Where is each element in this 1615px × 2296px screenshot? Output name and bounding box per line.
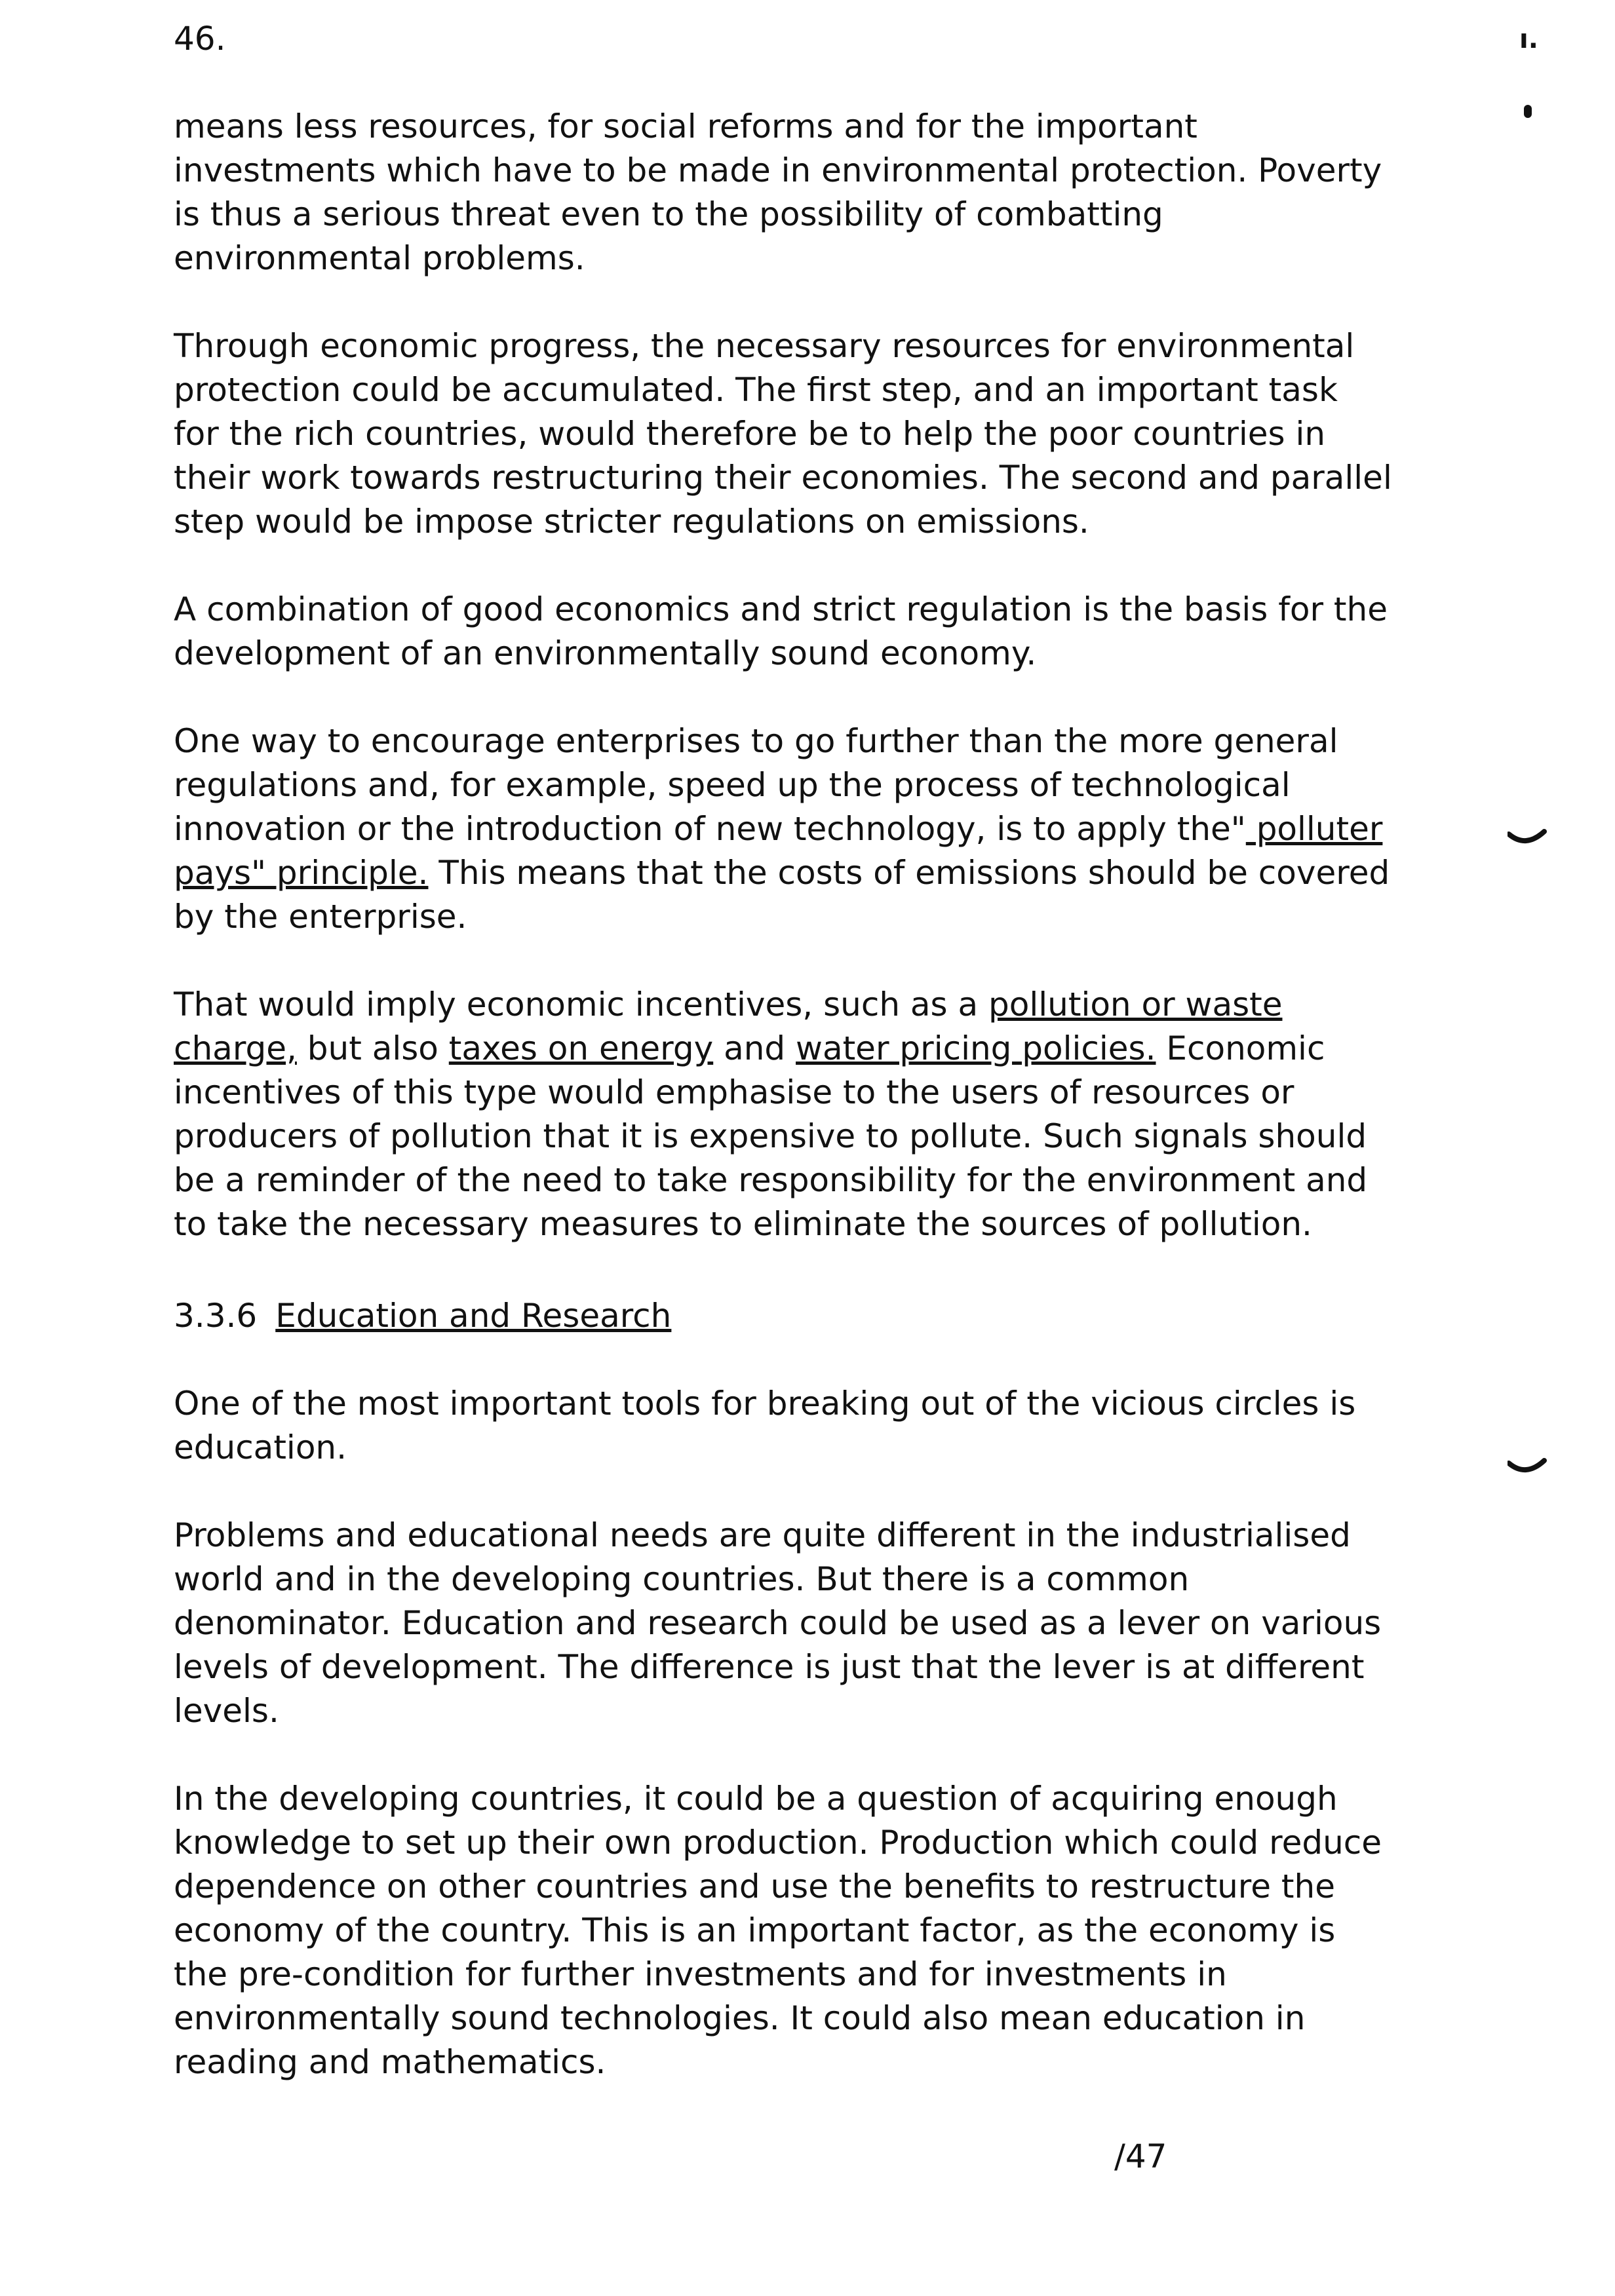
- section-title: Education and Research: [275, 1297, 672, 1335]
- section-heading: [174, 1294, 1393, 1338]
- paragraph: One of the most important tools for breaking out of the vicious circles is education.: [174, 1385, 1356, 1466]
- margin-mark: ı.: [1519, 24, 1538, 54]
- underlined-term: pollution or waste charge,: [174, 985, 1283, 1067]
- paragraph-text: This means that the costs of emissions should be covered by the enterprise.: [174, 854, 1390, 936]
- paragraph: means less resources, for social reforms and for the important investments which have to be made in environmental protection. Poverty is thus a serious threat even to the possibility of combatting environmental problems.: [174, 107, 1382, 277]
- section-number: 3.3.6: [174, 1297, 258, 1335]
- paragraph-text: but also: [296, 1029, 449, 1067]
- paragraph-text: One way to encourage enterprises to go further than the more general regulations and, for example, speed up the process of technological innovation or the introduction of new technology, is to apply the": [174, 722, 1338, 848]
- underlined-term: polluter pays" principle.: [174, 810, 1383, 892]
- margin-check-mark: [1508, 1458, 1547, 1480]
- paragraph: In the developing countries, it could be a question of acquiring enough knowledge to set up their own production. Production which could reduce dependence on other countries and use the benefits to restructure the economy of the country. This is an important factor, as the economy is the pre-condition for further investments and for investments in environmentally sound technologies. It could also mean education in reading and mathematics.: [174, 1780, 1382, 2081]
- margin-dot: [1524, 105, 1532, 118]
- paragraph: Through economic progress, the necessary resources for environmental protection could be accumulated. The first step, and an important task for the rich countries, would therefore be to help the poor countries in their work towards restructuring their economies. The second and parallel step would be impose stricter regulations on emissions.: [174, 327, 1392, 541]
- paragraph: Problems and educational needs are quite different in the industrialised world and in the developing countries. But there is a common denominator. Education and research could be used as a lever on various levels of development. The difference is just that the lever is at different levels.: [174, 1516, 1382, 1730]
- underlined-term: water pricing policies.: [796, 1029, 1156, 1067]
- margin-check-mark: [1508, 829, 1547, 851]
- paragraph-text: Economic incentives of this type would emphasise to the users of resources or producers of pollution that it is expensive to pollute. Such signals should be a reminder of the need to take responsibility for the environment and to take the necessary measures to eliminate the sources of pollution.: [174, 1029, 1368, 1243]
- underlined-term: taxes on energy: [448, 1029, 714, 1067]
- paragraph-text: and: [713, 1029, 796, 1067]
- paragraph: [174, 719, 1393, 939]
- next-page-marker: /47: [1114, 2137, 1167, 2175]
- paragraph-text: That would imply economic incentives, such as a: [174, 985, 989, 1024]
- page-number: 46.: [174, 20, 226, 58]
- paragraph: A combination of good economics and strict regulation is the basis for the development of an environmentally sound economy.: [174, 590, 1388, 672]
- document-body: [174, 105, 1393, 2084]
- paragraph: [174, 983, 1393, 1246]
